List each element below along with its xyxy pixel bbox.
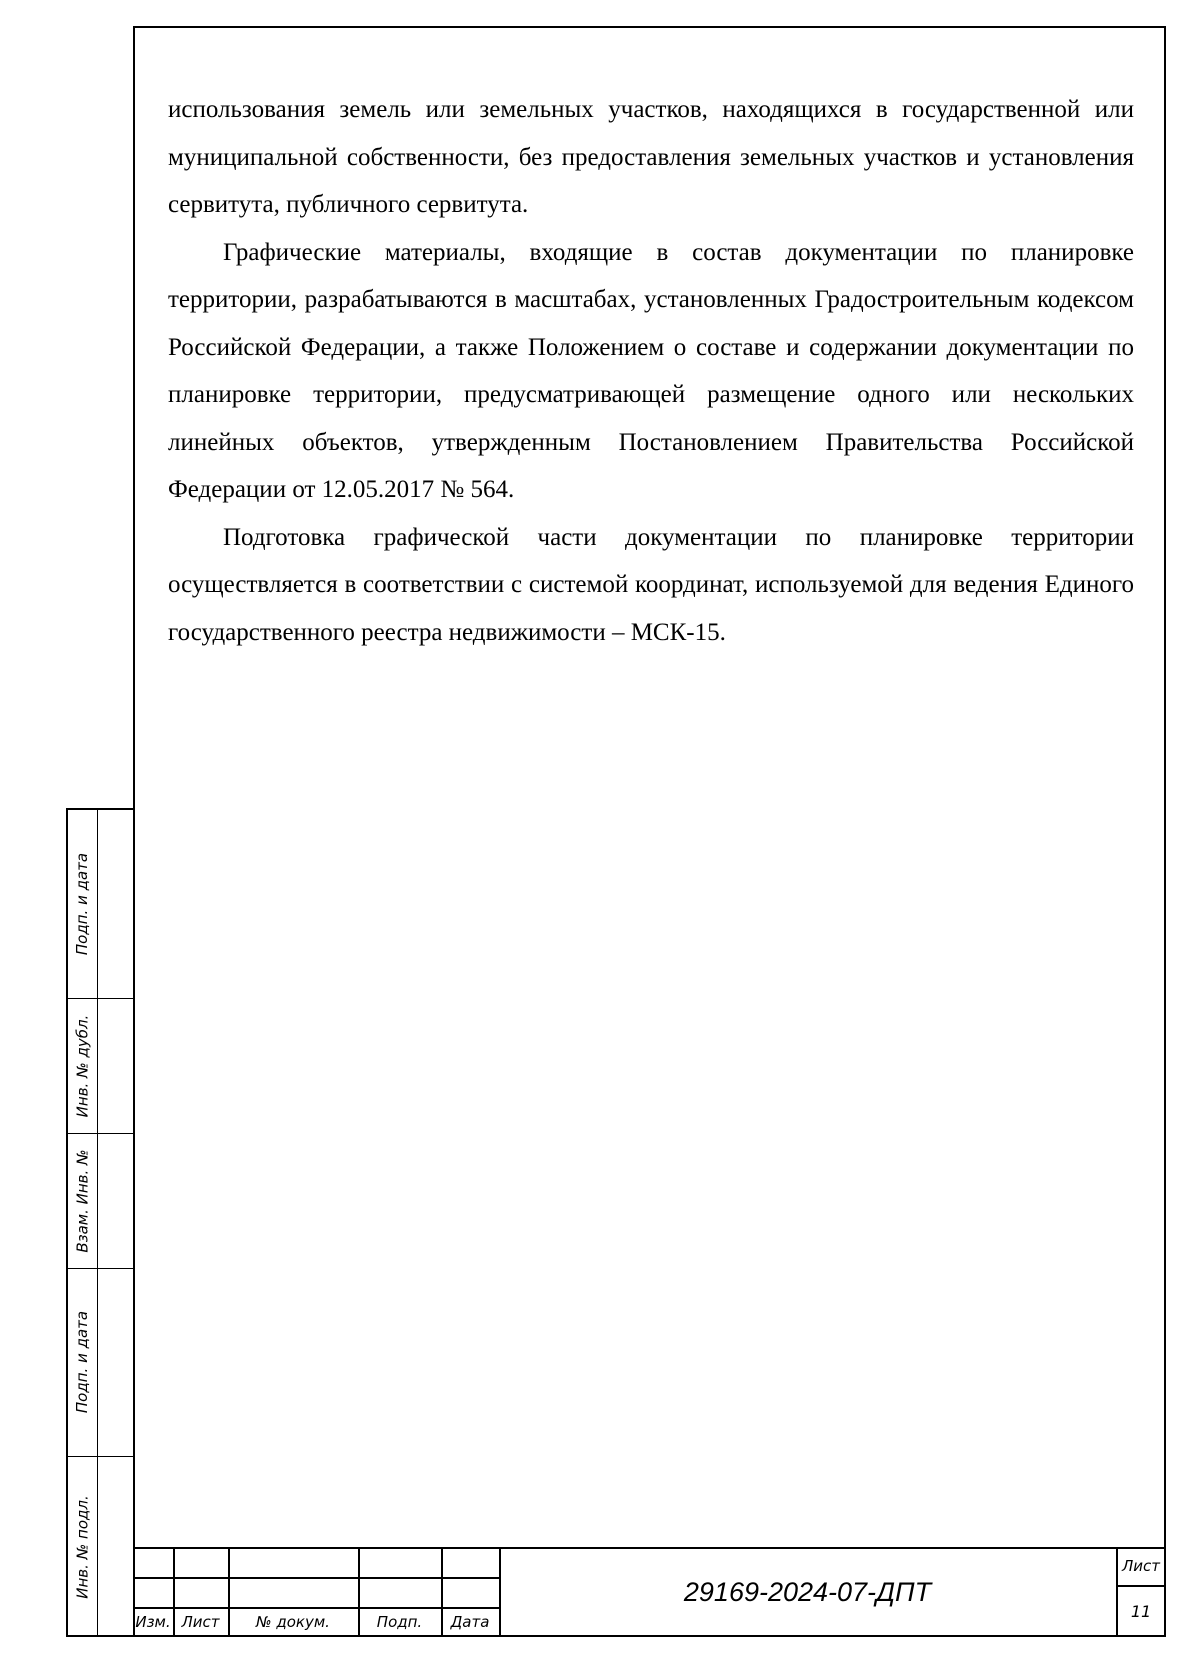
col-data: Дата: [450, 1613, 490, 1631]
side-label-inv-dubl: Инв. № дубл.: [73, 1014, 92, 1117]
side-label-inv-podl: Инв. № подл.: [73, 1494, 92, 1599]
document-code: 29169-2024-07-ДПТ: [683, 1576, 932, 1607]
title-block: [133, 1547, 1166, 1637]
col-izm: Изм.: [135, 1613, 171, 1631]
col-nom-dokum: № докум.: [256, 1613, 330, 1631]
col-list: Лист: [181, 1613, 220, 1631]
paragraph-1: использования земель или земельных участков, находящихся в государственной или муниципальной собственности, без предоставления земельных участков и установления сервитута, публичного сервитута.: [168, 96, 1134, 218]
side-stamp: [66, 808, 133, 1637]
sheet-label: Лист: [1121, 1557, 1160, 1575]
paragraph-3: Подготовка графической части документации по планировке территории осуществляется в соответствии с системой координат, используемой для ведения Единого государственного реестра недвижимости – МСК-15.: [168, 523, 1134, 646]
title-block-row-line: [133, 1577, 499, 1579]
side-label-vzam-inv: Взам. Инв. №: [73, 1148, 92, 1253]
side-label-podp-data-2: Подп. и дата: [73, 1310, 92, 1414]
side-label-podp-data-1: Подп. и дата: [73, 852, 92, 956]
col-podp: Подп.: [376, 1613, 423, 1631]
document-body: [168, 86, 1134, 656]
paragraph-2: Графические материалы, входящие в состав документации по планировке территории, разрабатываются в масштабах, установленных Градостроительным кодексом Российской Федерации, а также Положением о составе и содержании документации по планировке территории, предусматривающей размещение одного или нескольких линейных объектов, утвержденным Постановлением Правительства Российской Федерации от 12.05.2017 № 564.: [168, 238, 1134, 503]
side-stamp-divider: [97, 810, 98, 1635]
sheet-number: 11: [1130, 1601, 1152, 1621]
